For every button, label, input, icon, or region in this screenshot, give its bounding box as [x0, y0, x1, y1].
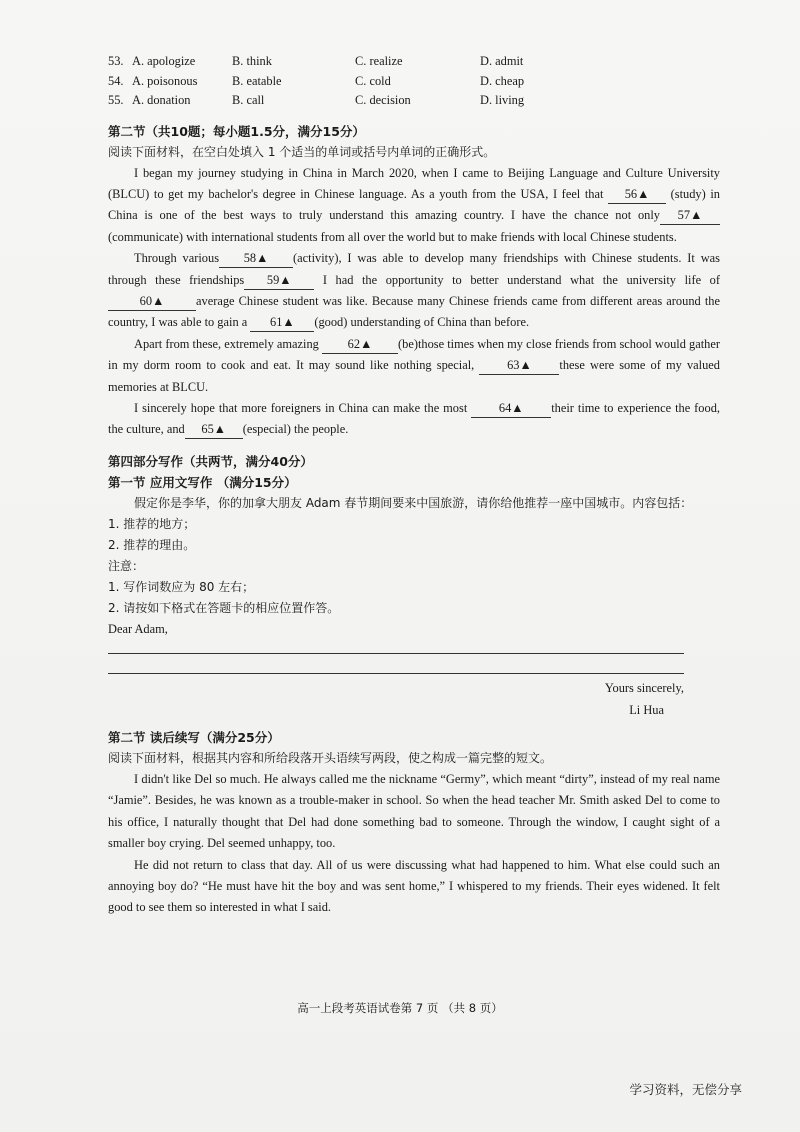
blank-62[interactable]: 62▲ [322, 336, 398, 354]
passage-text: (be)those times when my close friends from school would gather in my dorm room to cook and eat. It may sound like nothing special, [108, 336, 720, 373]
continuation-instruction: 阅读下面材料，根据其内容和所给段落开头语续写两段，使之构成一篇完整的短文。 [108, 751, 553, 765]
option-a: A. apologize [132, 54, 196, 68]
passage-text: (good) understanding of China than before. [314, 315, 530, 330]
option-c: C. realize [355, 54, 403, 68]
option-row-54 [108, 72, 720, 92]
writing-prompt: 假定你是李华，你的加拿大朋友 Adam 春节期间要来中国旅游，请你给他推荐一座中国城市。内容包括： [134, 495, 693, 510]
passage-paragraph-2 [108, 248, 720, 334]
passage-text: (especial) the people. [242, 422, 349, 437]
passage-paragraph-4 [108, 398, 720, 441]
option-row-55 [108, 91, 720, 111]
option-row-53 [108, 52, 720, 72]
writing-line-1[interactable] [108, 653, 684, 654]
option-d: D. admit [480, 54, 524, 68]
passage-text: their time to experience the food, the culture, and [108, 400, 720, 437]
passage-text: (activity), I was able to develop many friendships with Chinese students. It was through these friendships [108, 251, 720, 287]
part4-section1-title: 第一节 应用文写作 （满分15分） [108, 474, 297, 490]
letter-signature: Li Hua [629, 702, 664, 717]
passage-paragraph-3 [108, 334, 720, 398]
blank-61[interactable]: 61▲ [250, 314, 314, 332]
story-paragraph-1: I didn't like Del so much. He always called me the nickname “Germy”, which meant “dirty”, instead of my real name “Jamie”. Besides, he was known as a trouble-maker in school. So when the head teacher Mr. Smith asked Del to come to his office, I naturally thought that Del had done something bad to someone. Through the window, I caught sight of a smaller boy crying. Del seemed unhappy, too. [108, 772, 720, 851]
question-number: 54. [108, 73, 124, 88]
prompt-item-2: 2. 推荐的理由。 [108, 537, 196, 552]
note-item-2: 2. 请按如下格式在答题卡的相应位置作答。 [108, 600, 340, 615]
page-footer: 高一上段考英语试卷第 7 页 （共 8 页） [297, 1001, 503, 1015]
option-c: C. decision [355, 93, 411, 107]
letter-closing: Yours sincerely, [604, 681, 684, 696]
continuation-title: 第二节 读后续写（满分25分） [108, 730, 280, 745]
prompt-item-1: 1. 推荐的地方； [108, 516, 196, 531]
passage-text: I had the opportunity to better understand what the university life of [314, 272, 721, 287]
question-number: 53. [108, 54, 124, 68]
watermark-text: 学习资料，无偿分享 [629, 1082, 742, 1097]
option-a: A. poisonous [132, 73, 198, 88]
option-d: D. living [480, 93, 525, 107]
passage-text: average Chinese student was like. Because many Chinese friends came from different areas around the country, I was able to gain a [108, 293, 720, 330]
blank-65[interactable]: 65▲ [185, 421, 243, 439]
option-b: B. eatable [232, 73, 282, 88]
blank-64[interactable]: 64▲ [471, 400, 551, 418]
option-b: B. think [232, 54, 272, 68]
passage-text: I began my journey studying in China in March 2020, when I came to Beijing Language and Culture University (BLCU) to get my bachelor's degree in Chinese language. As a youth from the USA, I feel that [108, 165, 720, 201]
note-label: 注意： [108, 558, 145, 573]
option-c: C. cold [355, 73, 391, 88]
blank-60[interactable]: 60▲ [108, 293, 196, 311]
part4-title: 第四部分写作（共两节，满分40分） [108, 453, 313, 469]
blank-58[interactable]: 58▲ [219, 250, 293, 268]
passage-paragraph-1 [108, 163, 720, 249]
question-number: 55. [108, 93, 124, 107]
option-b: B. call [232, 93, 265, 107]
option-d: D. cheap [480, 73, 525, 88]
page-content [108, 52, 720, 919]
answer-options [108, 52, 720, 111]
blank-63[interactable]: 63▲ [479, 357, 559, 375]
passage-text: these were some of my valued memories at BLCU. [108, 358, 720, 394]
letter-salutation: Dear Adam, [108, 621, 168, 636]
note-item-1: 1. 写作词数应为 80 左右； [108, 579, 255, 594]
section2-instruction: 阅读下面材料，在空白处填入 1 个适当的单词或括号内单词的正确形式。 [108, 144, 496, 159]
passage-text: Through various [134, 251, 220, 266]
section2-title: 第二节（共10题；每小题1.5分，满分15分） [108, 123, 365, 139]
passage-text: I sincerely hope that more foreigners in China can make the most [134, 400, 472, 415]
blank-56[interactable]: 56▲ [608, 186, 666, 204]
story-paragraph-2: He did not return to class that day. All of us were discussing what had happened to him. What else could such an annoying boy do? “He must have hit the boy and was sent home,” I whispered to my friends. Their eyes widened. It felt good to see them so interested in what I said. [108, 857, 720, 915]
writing-line-2[interactable] [108, 673, 684, 674]
option-a: A. donation [132, 93, 191, 107]
passage-text: (study) in China is one of the best ways to truly understand this amazing country. I have the chance not only [108, 186, 720, 223]
passage-text: (communicate) with international students from all over the world but to make friends with local Chinese students. [108, 229, 677, 244]
blank-57[interactable]: 57▲ [660, 207, 720, 225]
passage-text: Apart from these, extremely amazing [134, 336, 322, 351]
blank-59[interactable]: 59▲ [244, 272, 314, 290]
